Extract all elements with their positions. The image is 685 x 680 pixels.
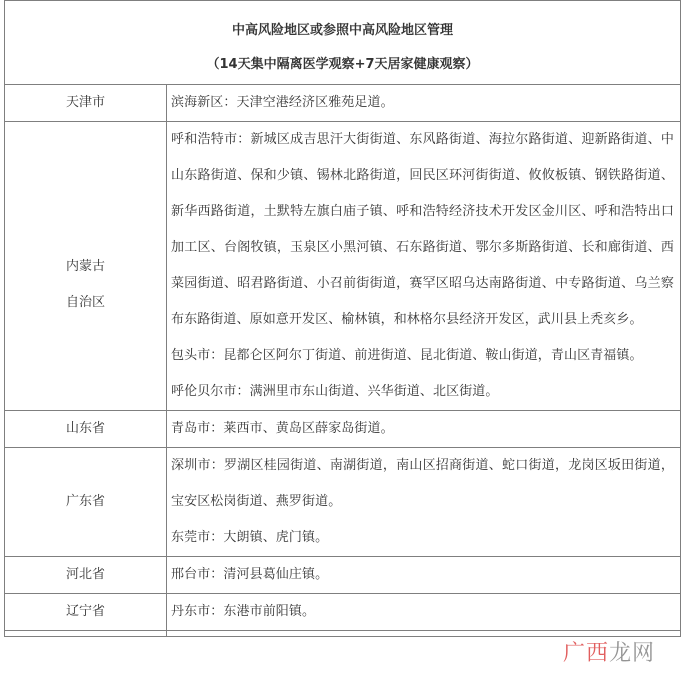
region-name: 山东省 (65, 421, 105, 436)
table-title: 中高风险地区或参照中高风险地区管理 (231, 22, 453, 38)
watermark-part2: 龙网 (608, 641, 655, 666)
detail-text: 东莞市：大朗镇、虎门镇。 (171, 530, 329, 545)
table-row (5, 122, 681, 411)
detail-cell (167, 448, 681, 557)
table-row-cutoff (5, 631, 681, 637)
region-name: 辽宁省 (65, 604, 105, 619)
detail-cell (167, 594, 681, 631)
region-name: 河北省 (65, 567, 105, 582)
detail-text: 邢台市：清河县葛仙庄镇。 (171, 567, 329, 582)
detail-cell (167, 85, 681, 122)
table-row (5, 448, 681, 557)
table-row (5, 594, 681, 631)
detail-text: 呼伦贝尔市：满洲里市东山街道、兴华街道、北区街道。 (171, 384, 499, 399)
region-cell (5, 411, 167, 448)
detail-text: 呼和浩特市：新城区成吉思汗大街街道、东风路街道、海拉尔路街道、迎新路街道、中山东路街道、保和少镇、锡林北路街道，回民区环河街街道、攸攸板镇、钢铁路街道、新华西路街道，土默特左旗白庙子镇、呼和浩特经济技术开发区金川区、呼和浩特出口加工区、台阁牧镇，玉泉区小黑河镇、石东路街道、鄂尔多斯路街道、长和廊街道、西菜园街道、昭君路街道、小召前街街道，赛罕区昭乌达南路街道、中专路街道、乌兰察布东路街道、原如意开发区、榆林镇，和林格尔县经济开发区，武川县上秃亥乡。 (171, 132, 674, 327)
detail-text: 滨海新区：天津空港经济区雅苑足道。 (171, 95, 394, 110)
region-name: 天津市 (65, 95, 105, 110)
watermark-part1: 广西 (562, 641, 609, 666)
detail-cell (167, 557, 681, 594)
table-row (5, 557, 681, 594)
risk-area-table (4, 0, 681, 637)
region-cell (5, 122, 167, 411)
detail-text: 包头市：昆都仑区阿尔丁街道、前进街道、昆北街道、鞍山街道，青山区青福镇。 (171, 348, 643, 363)
region-cell (5, 557, 167, 594)
region-name: 内蒙古 (65, 259, 105, 274)
detail-cell (167, 411, 681, 448)
region-cell (5, 631, 167, 637)
region-name: 自治区 (65, 295, 105, 310)
region-cell (5, 85, 167, 122)
table-header-row (5, 1, 681, 85)
detail-cell (167, 631, 681, 637)
watermark-logo (563, 636, 655, 667)
region-name: 广东省 (65, 494, 105, 509)
detail-cell (167, 122, 681, 411)
region-cell (5, 594, 167, 631)
region-cell (5, 448, 167, 557)
table-row (5, 85, 681, 122)
detail-text: 丹东市：东港市前阳镇。 (171, 604, 316, 619)
table-row (5, 411, 681, 448)
detail-text: 深圳市：罗湖区桂园街道、南湖街道，南山区招商街道、蛇口街道，龙岗区坂田街道，宝安区松岗街道、燕罗街道。 (171, 458, 674, 509)
table-header (5, 1, 681, 85)
table-subtitle: （14天集中隔离医学观察+7天居家健康观察） (206, 56, 479, 72)
detail-text: 青岛市：莱西市、黄岛区薛家岛街道。 (171, 421, 394, 436)
